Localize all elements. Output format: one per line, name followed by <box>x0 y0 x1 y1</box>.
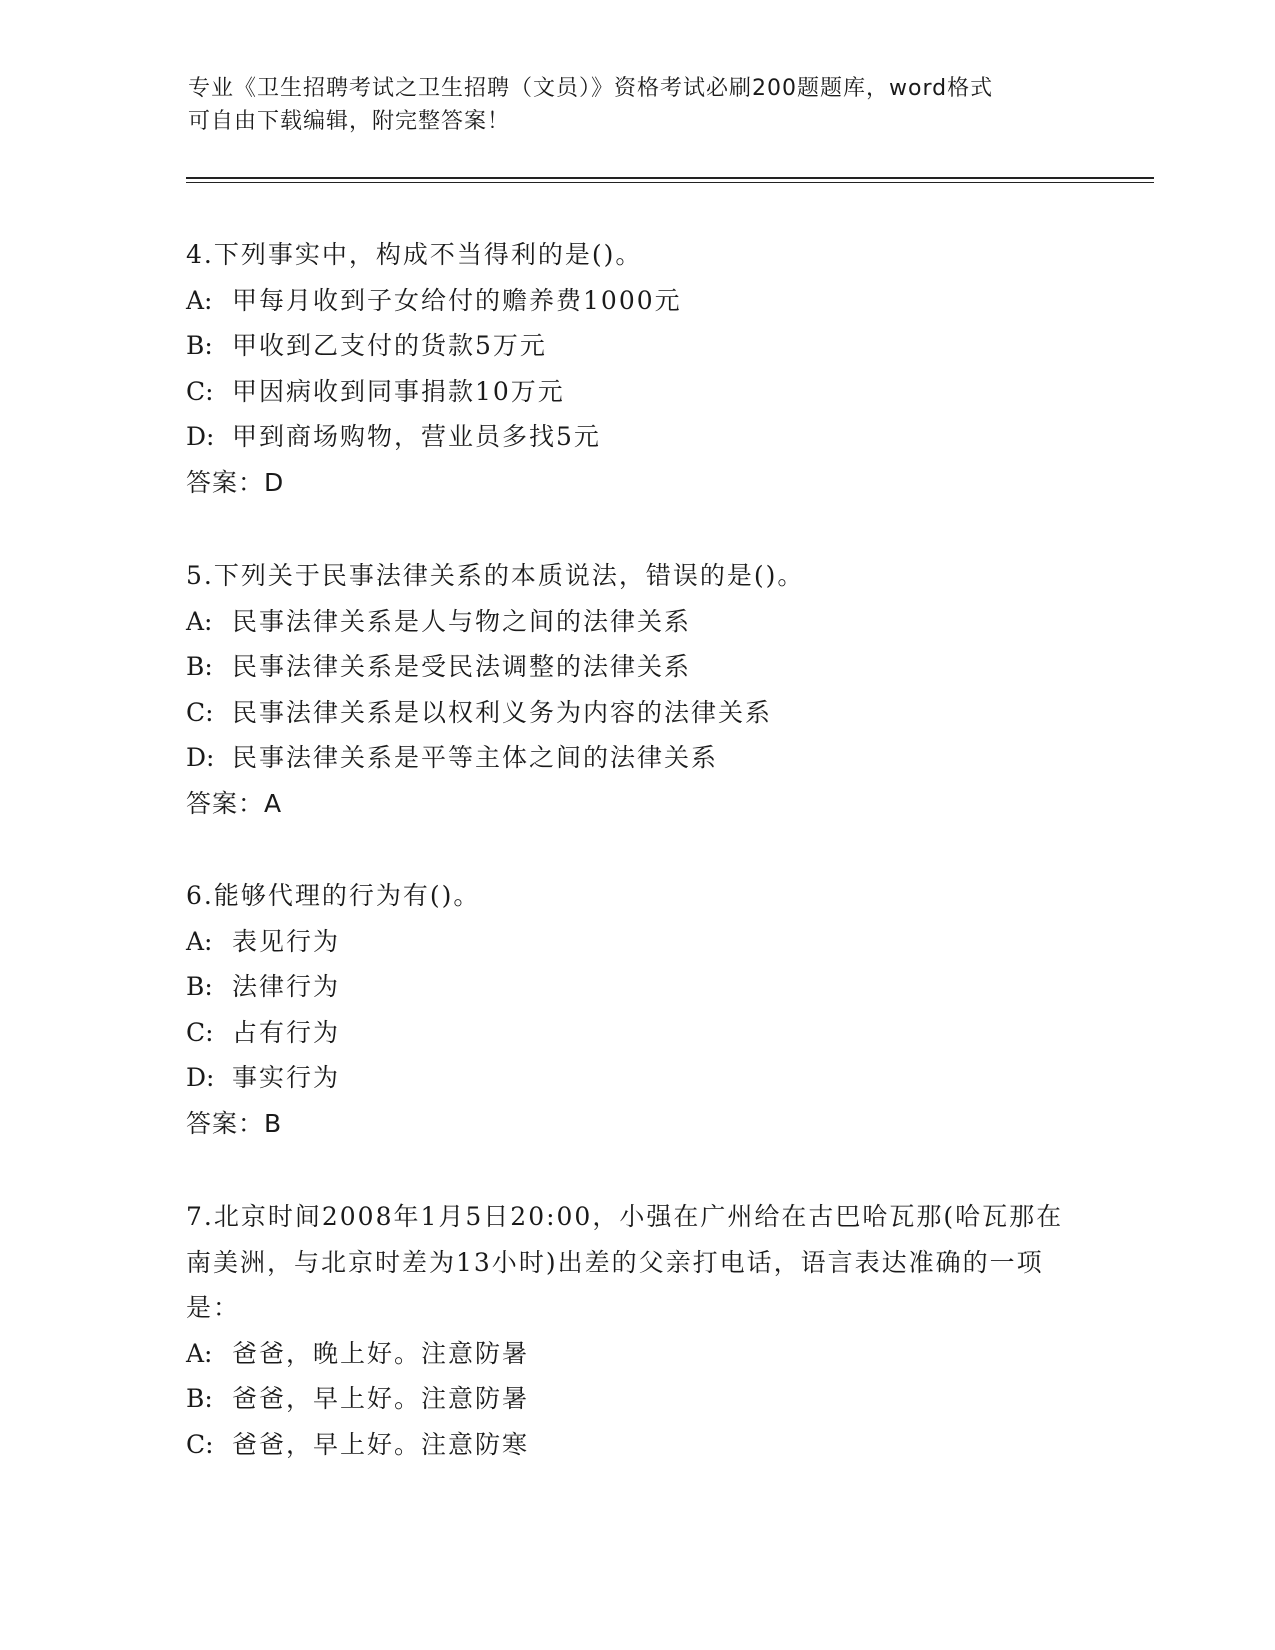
question-stem: 4.下列事实中，构成不当得利的是()。 <box>186 240 643 269</box>
option-text: 甲到商场购物，营业员多找5元 <box>232 422 601 451</box>
option-text: 甲每月收到子女给付的赡养费1000元 <box>232 285 682 315</box>
header-line-2: 可自由下载编辑，附完整答案！ <box>188 109 511 134</box>
option-text: 占有行为 <box>232 1017 341 1047</box>
option-text: 民事法律关系是受民法调整的法律关系 <box>232 652 692 681</box>
option-text: 甲收到乙支付的货款5万元 <box>232 331 547 360</box>
option-letter: D: <box>186 422 215 451</box>
question-stem: 5.下列关于民事法律关系的本质说法，错误的是()。 <box>186 561 805 590</box>
option-letter: D: <box>186 743 215 772</box>
option-text: 甲因病收到同事捐款10万元 <box>232 376 565 406</box>
option-b <box>186 1376 1066 1422</box>
option-c <box>186 1422 1066 1468</box>
option-text: 爸爸，早上好。注意防暑 <box>232 1384 530 1413</box>
option-letter: C: <box>186 1429 214 1459</box>
option-a <box>186 278 1086 324</box>
option-text: 民事法律关系是人与物之间的法律关系 <box>232 606 692 636</box>
option-letter: A: <box>186 285 213 315</box>
option-a <box>186 1331 1066 1377</box>
document-header <box>188 72 1088 138</box>
option-text: 民事法律关系是平等主体之间的法律关系 <box>232 743 719 772</box>
option-letter: B: <box>186 972 213 1001</box>
question-4 <box>186 232 1086 505</box>
option-b <box>186 644 1086 690</box>
option-c <box>186 369 1086 415</box>
option-text: 爸爸，晚上好。注意防暑 <box>232 1338 530 1368</box>
option-text: 民事法律关系是以权利义务为内容的法律关系 <box>232 697 773 727</box>
option-letter: A: <box>186 606 213 636</box>
option-letter: A: <box>186 926 213 956</box>
option-d <box>186 735 1086 781</box>
question-6 <box>186 873 1086 1146</box>
header-line-1: 专业《卫生招聘考试之卫生招聘（文员）》资格考试必刷200题题库，word格式 <box>188 76 994 101</box>
option-a <box>186 919 1086 965</box>
question-5 <box>186 553 1086 826</box>
answer: 答案：D <box>186 467 285 497</box>
option-letter: B: <box>186 652 213 681</box>
option-text: 爸爸，早上好。注意防寒 <box>232 1429 530 1459</box>
option-c <box>186 1010 1086 1056</box>
option-letter: C: <box>186 376 214 406</box>
option-d <box>186 1055 1086 1101</box>
option-text: 表见行为 <box>232 926 341 956</box>
answer: 答案：B <box>186 1108 283 1138</box>
answer: 答案：A <box>186 788 283 818</box>
option-letter: B: <box>186 331 213 360</box>
option-d <box>186 414 1086 460</box>
option-text: 事实行为 <box>232 1063 341 1092</box>
header-divider-thick <box>186 177 1154 179</box>
header-divider-thin <box>186 182 1154 183</box>
question-stem: 7.北京时间2008年1月5日20:00，小强在广州给在古巴哈瓦那(哈瓦那在南美洲，与北京时差为13小时)出差的父亲打电话，语言表达准确的一项是： <box>186 1202 1064 1322</box>
option-a <box>186 599 1086 645</box>
option-letter: C: <box>186 697 214 727</box>
question-7 <box>186 1194 1066 1467</box>
option-text: 法律行为 <box>232 972 341 1001</box>
option-letter: B: <box>186 1384 213 1413</box>
option-c <box>186 690 1086 736</box>
option-b <box>186 964 1086 1010</box>
option-b <box>186 323 1086 369</box>
option-letter: C: <box>186 1017 214 1047</box>
option-letter: A: <box>186 1338 213 1368</box>
question-stem: 6.能够代理的行为有()。 <box>186 881 481 910</box>
option-letter: D: <box>186 1063 215 1092</box>
